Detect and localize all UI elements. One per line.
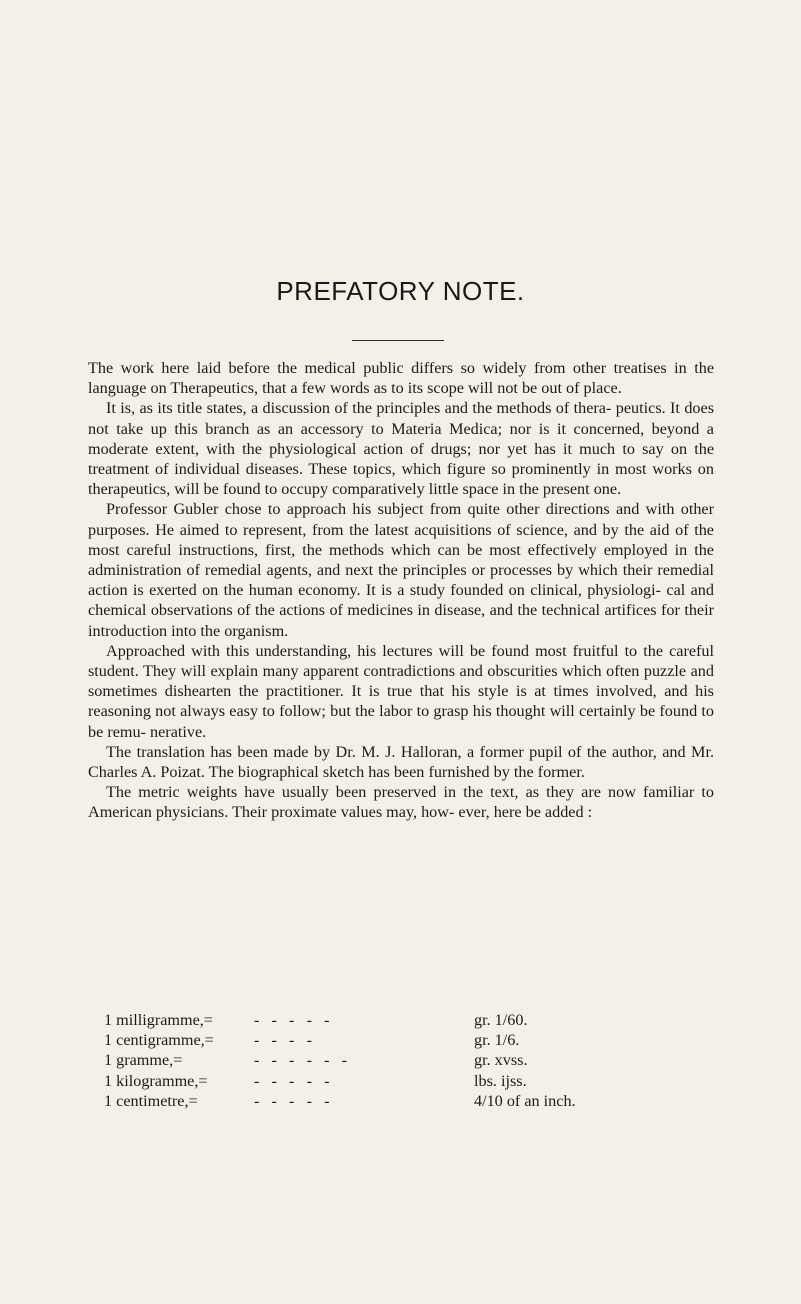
title-rule (352, 340, 444, 341)
paragraph-4: Approached with this understanding, his lectures will be found most fruitful to the careful student. They will explain many apparent contradictions and obscurities which often puzzle and sometimes dishearten the practitioner. It is true that his style is at times involved, and his reasoning not always easy to follow; but the labor to grasp his thought will certainly be found to be remu- nerative. (88, 641, 714, 741)
conversion-leader: - - - - - (254, 1091, 330, 1110)
paragraph-6: The metric weights have usually been preserved in the text, as they are now familiar to American physicians. Their proximate values may, how- ever, here be added : (88, 783, 714, 822)
body-text (88, 358, 714, 823)
conversion-unit: 1 milligramme,= (104, 1011, 213, 1029)
paragraph-2: It is, as its title states, a discussion of the principles and the methods of thera- peutics. It does not take up this branch as an accessory to Materia Medica; nor is it concerned, beyond a moderate extent, with the physiological action of drugs; nor yet has it much to say on the treatment of individual diseases. These topics, which figure so prominently in most works on therapeutics, will be found to occupy comparatively little space in the present one. (88, 399, 714, 499)
conversion-unit: 1 kilogramme,= (104, 1071, 208, 1090)
conversion-value: 4/10 of an inch. (474, 1091, 576, 1110)
conversion-value: gr. xvss. (474, 1051, 528, 1070)
conversion-row (104, 1050, 704, 1070)
conversion-leader: - - - - (254, 1031, 312, 1050)
conversion-unit: 1 centigramme,= (104, 1031, 214, 1050)
paragraph-3: Professor Gubler chose to approach his subject from quite other directions and with other purposes. He aimed to represent, from the latest acquisitions of science, and by the aid of the most careful instructions, first, the methods which can be most effectively employed in the administration of remedial agents, and next the principles or processes by which their remedial action is exerted on the human economy. It is a study founded on clinical, physiologi- cal and chemical observations of the actions of medicines in disease, and the technical artifices for their introduction into the organism. (88, 500, 714, 640)
conversion-unit: 1 centimetre,= (104, 1091, 198, 1110)
conversion-unit: 1 gramme,= (104, 1051, 183, 1070)
paragraph-5: The translation has been made by Dr. M. J. Halloran, a former pupil of the author, and Mr. Charles A. Poizat. The biographical sketch has been furnished by the former. (88, 742, 714, 782)
conversion-value: gr. 1/6. (474, 1031, 520, 1050)
conversion-row (104, 1071, 704, 1091)
conversion-value: gr. 1/60. (474, 1011, 528, 1029)
conversion-row (104, 1091, 704, 1111)
conversion-leader: - - - - - - (254, 1051, 348, 1070)
conversion-row (104, 1030, 704, 1050)
conversion-leader: - - - - - (254, 1071, 330, 1090)
page-title: PREFATORY NOTE. (276, 276, 525, 306)
conversion-row (104, 1010, 704, 1030)
metric-conversion-table (104, 1010, 704, 1111)
paragraph-1: The work here laid before the medical public differs so widely from other treatises in the language on Therapeutics, that a few words as to its scope will not be out of place. (88, 359, 714, 398)
conversion-value: lbs. ijss. (474, 1071, 527, 1090)
conversion-leader: - - - - - (254, 1011, 330, 1029)
